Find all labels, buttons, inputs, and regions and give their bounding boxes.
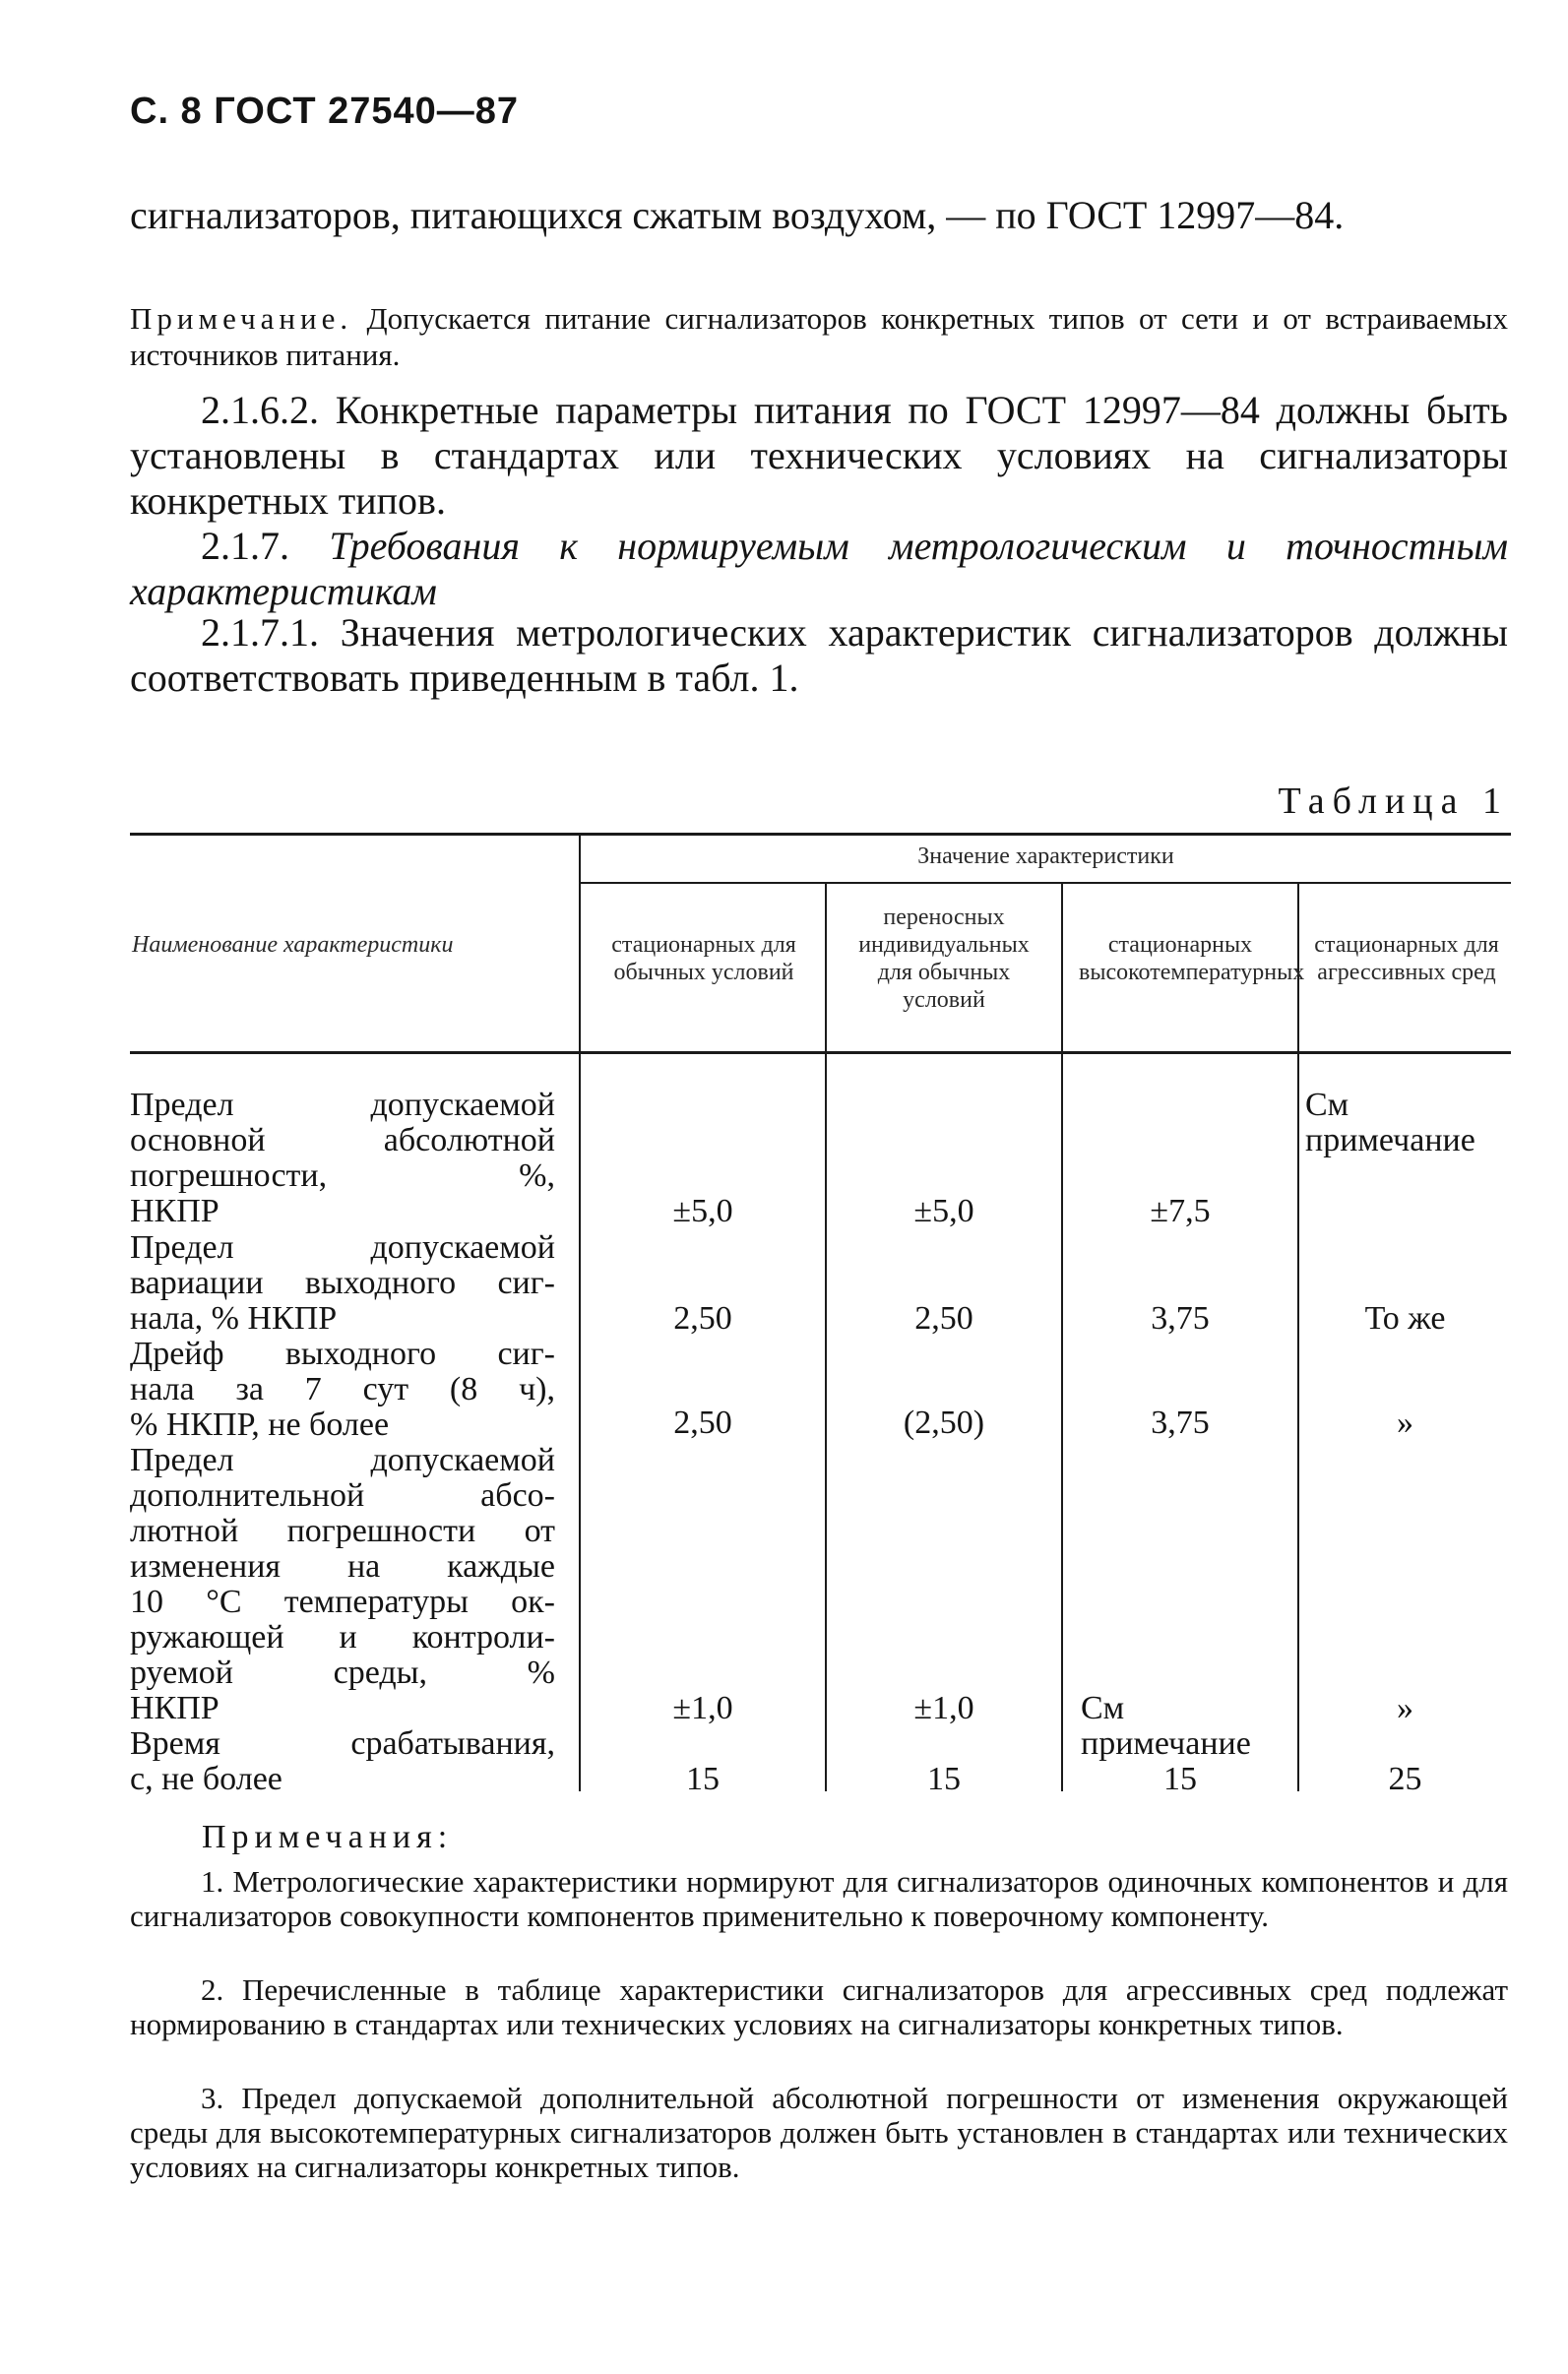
table-header-rule bbox=[130, 1051, 1511, 1054]
table-cell: 15 bbox=[1163, 1761, 1197, 1797]
page-header: С. 8 ГОСТ 27540—87 bbox=[130, 91, 520, 132]
table-cell: ±1,0 bbox=[672, 1690, 733, 1726]
table-cell: 15 bbox=[927, 1761, 961, 1797]
table-cell: То же bbox=[1364, 1300, 1446, 1337]
header-col-portable: переносных индивидуальных для обычных условий bbox=[858, 905, 1030, 1013]
table-col-divider-2 bbox=[825, 884, 827, 1791]
paragraph-2-1-7 bbox=[130, 524, 1508, 614]
table-row-label: Предел допускаемой вариации выходного сиг- нала, % НКПР bbox=[130, 1229, 555, 1337]
note-item-2: 2. Перечисленные в таблице характеристики сигнализаторов для агрессивных сред подлежат нормированию в стандартах или технических условиях на сигнализаторы конкретных типов. bbox=[130, 1972, 1508, 2041]
header-characteristic-name: Наименование характеристики bbox=[132, 932, 454, 958]
table-row-label: Время срабатывания, с, не более bbox=[130, 1725, 555, 1797]
table-cell: ±7,5 bbox=[1150, 1193, 1211, 1229]
section-number: 2.1.7. bbox=[201, 524, 330, 568]
table-cell: 15 bbox=[686, 1761, 720, 1797]
table-top-rule bbox=[130, 833, 1511, 836]
table-caption: Таблица 1 bbox=[1278, 781, 1509, 822]
table-cell: 25 bbox=[1388, 1761, 1422, 1797]
table-cell: (2,50) bbox=[903, 1405, 985, 1441]
table-cell: » bbox=[1397, 1690, 1413, 1726]
header-col-high-temp: стационарных высокотемпературных bbox=[1079, 932, 1305, 985]
table-cell: ±5,0 bbox=[913, 1193, 974, 1229]
notes-title: Примечания: bbox=[202, 1819, 454, 1855]
header-col-stationary-normal: стационарных для обычных условий bbox=[611, 932, 796, 985]
paragraph-power-supply: сигнализаторов, питающихся сжатым воздухом, — по ГОСТ 12997—84. bbox=[130, 193, 1345, 237]
table-cell: » bbox=[1397, 1405, 1413, 1441]
note-text: Допускается питание сигнализаторов конкретных типов от сети и от встраиваемых источников питания. bbox=[130, 301, 1508, 372]
table-row-label: Предел допускаемой дополнительной абсо- лютной погрешности от изменения на каждые 10 °С температуры ок- ружающей и контроли- руемой среды, % НКПР bbox=[130, 1442, 555, 1726]
table-cell: См примечание bbox=[1081, 1690, 1251, 1762]
note-label: Примечание. bbox=[130, 301, 353, 336]
table-cell: 2,50 bbox=[673, 1300, 732, 1337]
table-row-label: Дрейф выходного сиг- нала за 7 сут (8 ч), % НКПР, не более bbox=[130, 1336, 555, 1443]
table-col-divider-4 bbox=[1297, 884, 1299, 1791]
table-row-label: Предел допускаемой основной абсолютной погрешности, %, НКПР bbox=[130, 1087, 555, 1229]
table-cell: 2,50 bbox=[914, 1300, 973, 1337]
table-cell: ±1,0 bbox=[913, 1690, 974, 1726]
table-cell: 3,75 bbox=[1151, 1300, 1210, 1337]
table-col-divider-3 bbox=[1061, 884, 1063, 1791]
table-group-rule bbox=[581, 882, 1511, 884]
paragraph-2-1-6-2: 2.1.6.2. Конкретные параметры питания по ГОСТ 12997—84 должны быть установлены в стандартах или технических условиях на сигнализаторы конкретных типов. bbox=[130, 388, 1508, 523]
table-cell: 2,50 bbox=[673, 1405, 732, 1441]
paragraph-2-1-7-1: 2.1.7.1. Значения метрологических характеристик сигнализаторов должны соответствовать приведенным в табл. 1. bbox=[130, 610, 1508, 700]
note-item-3: 3. Предел допускаемой дополнительной абсолютной погрешности от изменения окружающей среды для высокотемпературных сигнализаторов должен быть установлен в стандартах или технических условиях на сигнализаторы конкретных типов. bbox=[130, 2081, 1508, 2184]
section-title: Требования к нормируемым метрологическим и точностным характеристикам bbox=[130, 524, 1509, 613]
header-col-aggressive: стационарных для агрессивных сред bbox=[1314, 932, 1499, 985]
note-power bbox=[130, 300, 1508, 373]
header-group: Значение характеристики bbox=[917, 843, 1174, 869]
note-item-1: 1. Метрологические характеристики нормируют для сигнализаторов одиночных компонентов и для сигнализаторов совокупности компонентов применительно к поверочному компоненту. bbox=[130, 1864, 1508, 1933]
table-cell: ±5,0 bbox=[672, 1193, 733, 1229]
table-cell: 3,75 bbox=[1151, 1405, 1210, 1441]
table-cell: См примечание bbox=[1305, 1087, 1475, 1158]
